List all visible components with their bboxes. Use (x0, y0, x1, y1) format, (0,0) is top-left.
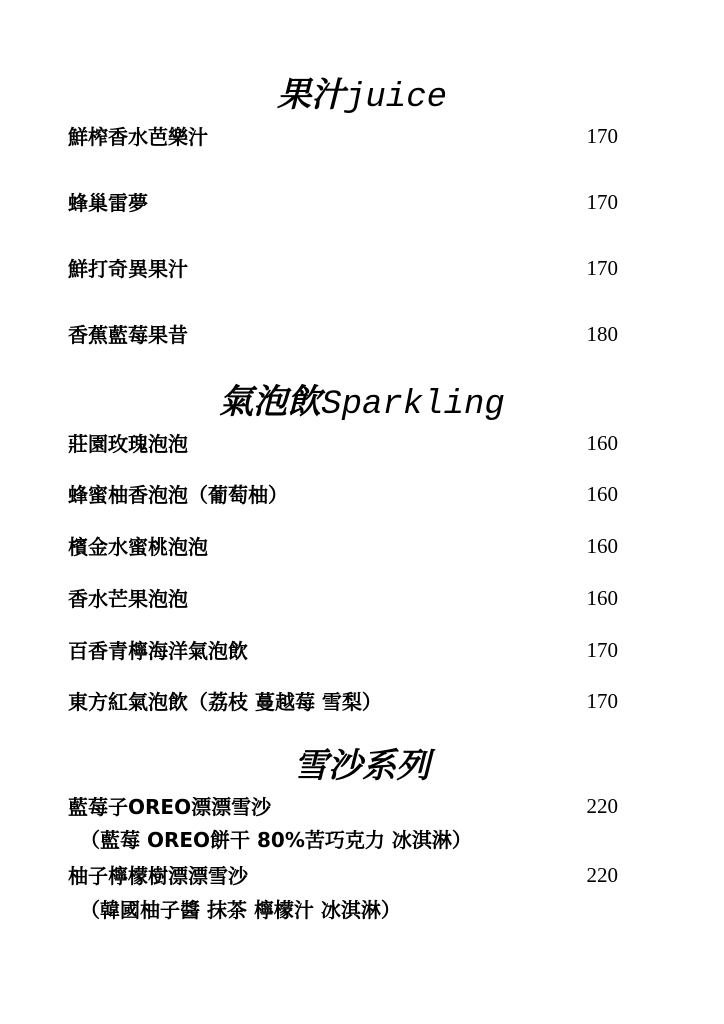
menu-item-name: 莊園玫瑰泡泡 (68, 432, 188, 456)
menu-item-name: 百香青檸海洋氣泡飲 (68, 639, 248, 663)
menu-item-name: 蜂巢雷夢 (68, 191, 148, 215)
menu-item-price: 160 (586, 482, 618, 506)
section-heading-latin: juice (344, 79, 448, 117)
menu-item-name: 檳金水蜜桃泡泡 (68, 535, 208, 559)
menu-item-price: 170 (586, 190, 618, 214)
menu-item-price: 160 (586, 431, 618, 455)
menu-item-price: 170 (586, 124, 618, 148)
section-heading-snow-shake (0, 746, 724, 786)
menu-item-note: （韓國柚子醬 抹茶 檸檬汁 冰淇淋） (80, 898, 401, 922)
section-heading-juice (0, 75, 724, 117)
menu-item-name: 香蕉藍莓果昔 (68, 323, 188, 347)
menu-item-price: 170 (586, 256, 618, 280)
section-heading-latin: Sparkling (321, 386, 505, 424)
menu-item-name: 鮮榨香水芭樂汁 (68, 125, 208, 149)
menu-item-name: 東方紅氣泡飲（荔枝 蔓越莓 雪梨） (68, 690, 382, 714)
menu-item-price: 220 (586, 863, 618, 887)
menu-item-price: 170 (586, 638, 618, 662)
section-heading-sparkling (0, 382, 724, 424)
menu-item-name: 藍莓子OREO漂漂雪沙 (68, 795, 272, 819)
section-heading-cjk: 雪沙系列 (294, 746, 430, 786)
section-heading-cjk: 果汁 (276, 75, 345, 115)
menu-item-price: 180 (586, 322, 618, 346)
menu-item-name: 鮮打奇異果汁 (68, 257, 188, 281)
section-heading-cjk: 氣泡飲 (219, 382, 322, 422)
menu-item-price: 220 (586, 794, 618, 818)
menu-item-name: 蜂蜜柚香泡泡（葡萄柚） (68, 483, 288, 507)
menu-item-note: （藍莓 OREO餅干 80%苦巧克力 冰淇淋） (80, 828, 472, 852)
menu-item-price: 170 (586, 689, 618, 713)
menu-item-price: 160 (586, 586, 618, 610)
menu-item-name: 柚子檸檬樹漂漂雪沙 (68, 864, 248, 888)
menu-item-name: 香水芒果泡泡 (68, 587, 188, 611)
menu-item-price: 160 (586, 534, 618, 558)
